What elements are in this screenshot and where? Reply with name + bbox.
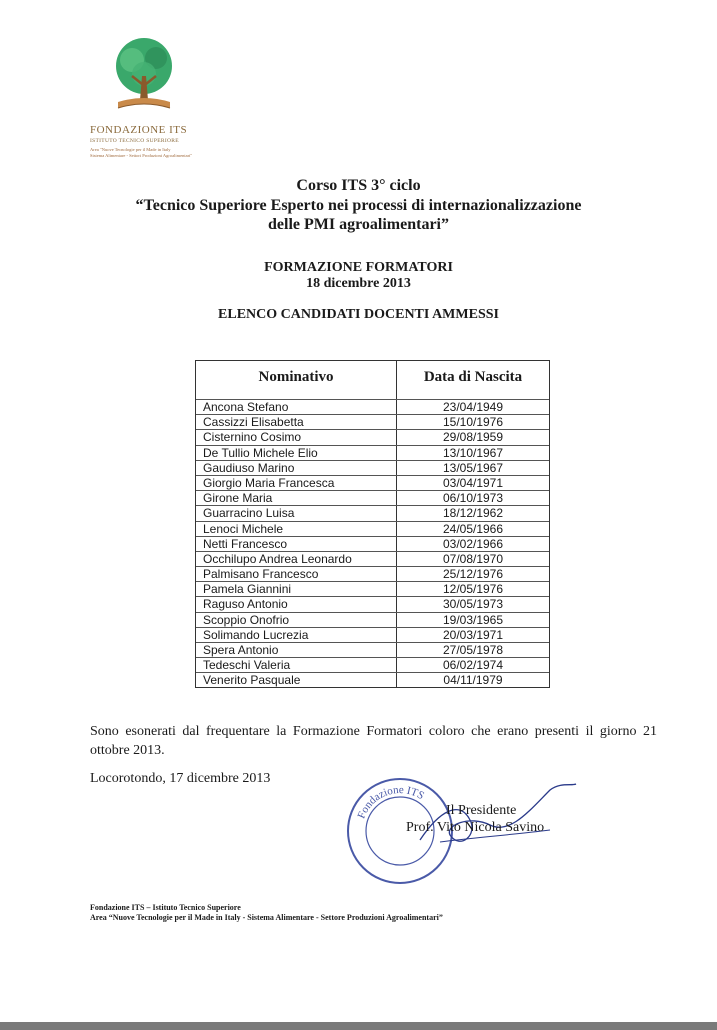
birth-date: 07/08/1970 xyxy=(442,551,504,566)
logo-subtitle: ISTITUTO TECNICO SUPERIORE xyxy=(90,138,179,144)
birth-date: 04/11/1979 xyxy=(443,673,503,688)
table-row xyxy=(196,475,549,490)
birth-date: 24/05/1966 xyxy=(442,521,504,536)
logo-area-line-1: Area "Nuove Tecnologie per il Made in Italy xyxy=(90,147,171,152)
place-and-date: Locorotondo, 17 dicembre 2013 xyxy=(90,771,271,786)
table-row xyxy=(196,566,549,581)
course-title: Corso ITS 3° ciclo xyxy=(296,177,421,194)
birth-date: 20/03/1971 xyxy=(442,627,504,642)
birth-date: 03/04/1971 xyxy=(442,475,504,490)
candidate-name: Scoppio Onofrio xyxy=(203,612,290,627)
candidate-name: Cisternino Cosimo xyxy=(203,430,302,445)
table-row xyxy=(196,612,549,627)
list-title: ELENCO CANDIDATI DOCENTI AMMESSI xyxy=(218,307,499,322)
footer-line-2: Area “Nuove Tecnologie per il Made in Italy - Sistema Alimentare - Settore Produzioni Agroalimentari” xyxy=(90,913,443,922)
birth-date: 29/08/1959 xyxy=(442,430,504,445)
birth-date: 15/10/1976 xyxy=(442,415,504,430)
table-row xyxy=(196,627,549,642)
birth-date: 06/02/1974 xyxy=(442,658,504,673)
exemption-note: Sono esonerati dal frequentare la Formazione Formatori coloro che erano presenti il giorno 21 ottobre 2013. xyxy=(90,724,657,758)
candidate-name: Spera Antonio xyxy=(203,643,279,657)
tree-on-book-icon xyxy=(104,36,184,116)
candidate-name: Lenoci Michele xyxy=(203,521,284,536)
candidate-name: Venerito Pasquale xyxy=(203,673,301,688)
table-row xyxy=(196,536,549,551)
candidate-name: Guarracino Luisa xyxy=(203,506,295,521)
logo-area-line-2: Sistema Alimentare - Settori Produzioni Agroalimentari" xyxy=(90,153,193,158)
course-subtitle-line-2: delle PMI agroalimentari” xyxy=(268,216,449,233)
candidate-name: Solimando Lucrezia xyxy=(203,627,309,642)
candidate-name: Giorgio Maria Francesca xyxy=(203,475,335,490)
table-row xyxy=(196,551,549,566)
table-row xyxy=(196,445,549,460)
table-row xyxy=(196,642,549,657)
table-row xyxy=(196,521,549,536)
training-title: FORMAZIONE FORMATORI xyxy=(264,260,453,275)
table-row xyxy=(196,460,549,475)
table-row xyxy=(196,581,549,596)
column-header-name: Nominativo xyxy=(258,369,334,385)
table-row xyxy=(196,672,549,687)
birth-date: 03/02/1966 xyxy=(442,536,504,551)
birth-date: 12/05/1976 xyxy=(442,582,504,597)
candidate-name: Raguso Antonio xyxy=(203,597,288,612)
candidate-name: Tedeschi Valeria xyxy=(203,658,291,673)
birth-date: 30/05/1973 xyxy=(442,597,504,612)
footer-line-1: Fondazione ITS – Istituto Tecnico Superiore xyxy=(90,903,241,912)
birth-date: 06/10/1973 xyxy=(442,491,504,506)
candidate-name: Occhilupo Andrea Leonardo xyxy=(203,551,352,566)
candidate-name: Girone Maria xyxy=(203,491,273,506)
candidates-table xyxy=(195,360,550,688)
table-row xyxy=(196,657,549,672)
logo-name: FONDAZIONE ITS xyxy=(90,124,188,136)
column-header-birthdate: Data di Nascita xyxy=(423,369,523,385)
birth-date: 13/05/1967 xyxy=(442,460,504,475)
course-subtitle-line-1: “Tecnico Superiore Esperto nei processi di internazionalizzazione xyxy=(135,197,582,214)
signatory-title: Il Presidente xyxy=(446,803,517,818)
stamp-text: Fondazione ITS xyxy=(355,783,427,821)
scan-edge xyxy=(0,1022,717,1030)
birth-date: 25/12/1976 xyxy=(442,567,504,582)
candidate-name: Gaudiuso Marino xyxy=(203,460,295,475)
table-row xyxy=(196,399,549,414)
table-row xyxy=(196,414,549,429)
birth-date: 18/12/1962 xyxy=(442,506,504,521)
table-body xyxy=(196,399,549,688)
candidate-name: Palmisano Francesco xyxy=(203,567,319,582)
birth-date: 19/03/1965 xyxy=(442,612,504,627)
candidate-name: Pamela Giannini xyxy=(203,582,292,597)
candidate-name: Ancona Stefano xyxy=(203,400,289,414)
table-row xyxy=(196,505,549,520)
birth-date: 27/05/1978 xyxy=(442,643,504,657)
birth-date: 23/04/1949 xyxy=(442,400,504,414)
table-row xyxy=(196,596,549,611)
table-row xyxy=(196,429,549,444)
candidate-name: Netti Francesco xyxy=(203,536,288,551)
table-row xyxy=(196,490,549,505)
training-date: 18 dicembre 2013 xyxy=(306,276,411,291)
foundation-logo xyxy=(88,36,203,166)
candidate-name: Cassizzi Elisabetta xyxy=(203,415,304,430)
birth-date: 13/10/1967 xyxy=(442,445,504,460)
signatory-name: Prof. Vito Nicola Savino xyxy=(406,820,545,835)
candidate-name: De Tullio Michele Elio xyxy=(203,445,318,460)
